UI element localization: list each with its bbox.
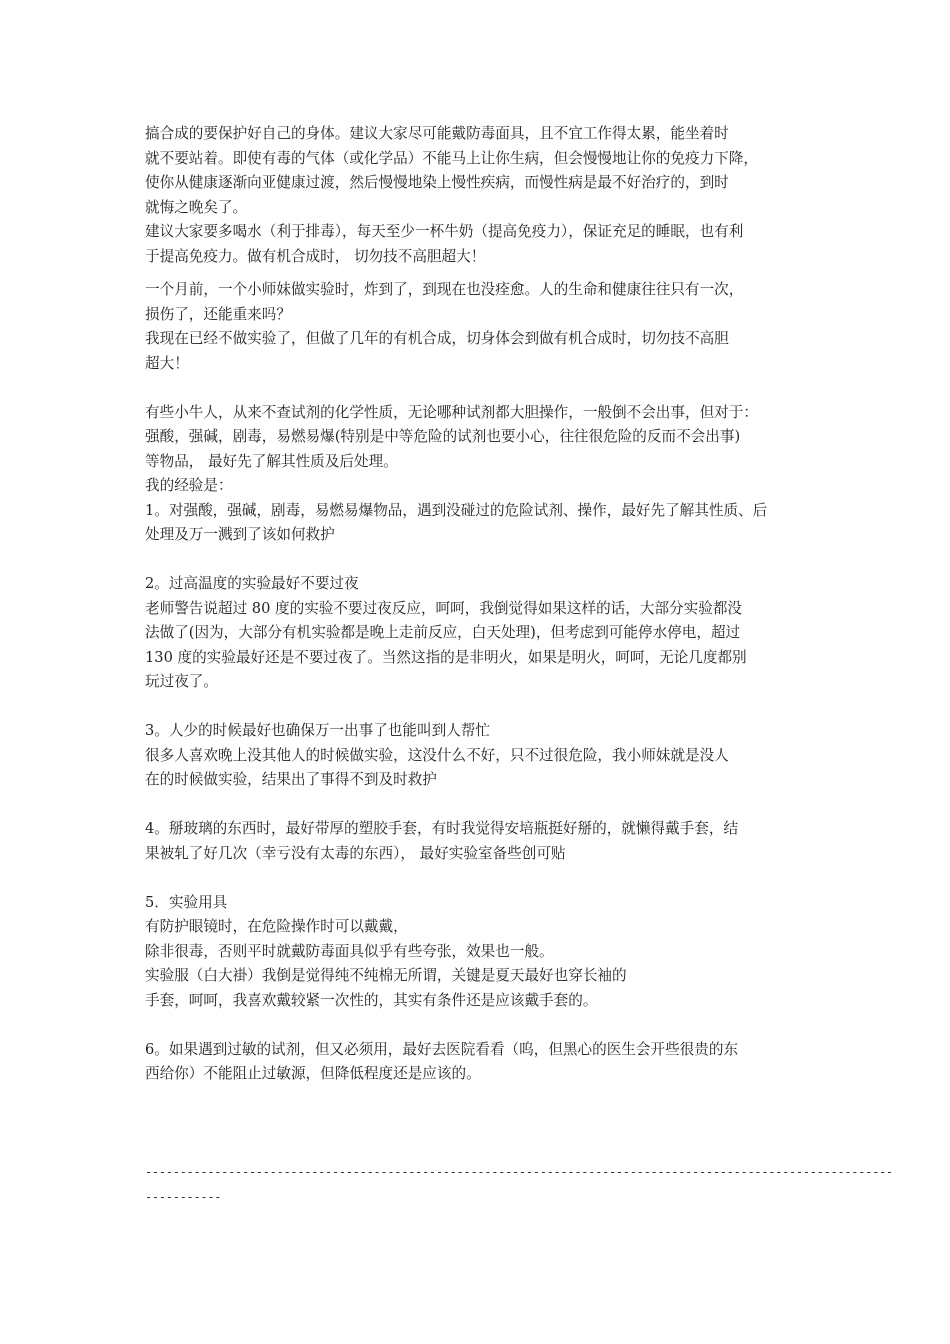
- text-line: 除非很毒，否则平时就戴防毒面具似乎有些夸张，效果也一般。: [145, 942, 554, 960]
- dash-line: -----------: [145, 1189, 222, 1204]
- paragraph-tip-4: [145, 817, 815, 866]
- text-line: 实验服（白大褂）我倒是觉得纯不纯棉无所谓，关键是夏天最好也穿长袖的: [145, 967, 627, 984]
- paragraph-tip-2: [145, 572, 815, 695]
- text-line: 玩过夜了。: [145, 673, 218, 690]
- text-line: 处理及万一溅到了该如何救护: [145, 526, 335, 543]
- text-line: 5．实验用具: [145, 893, 228, 911]
- text-line: 有防护眼镜时，在危险操作时可以戴戴，: [145, 918, 408, 935]
- text-line: 2。过高温度的实验最好不要过夜: [145, 575, 359, 592]
- spacer: [145, 866, 815, 891]
- spacer: [145, 793, 815, 818]
- text-line: 等物品， 最好先了解其性质及后处理。: [145, 452, 398, 470]
- text-line: 损伤了，还能重来吗？: [145, 305, 291, 323]
- paragraph-accident: [145, 278, 815, 376]
- spacer: [145, 269, 815, 278]
- paragraph-tip-6: [145, 1038, 815, 1087]
- spacer: [145, 1087, 815, 1136]
- separator-line: [145, 1160, 893, 1209]
- spacer: [145, 1013, 815, 1038]
- paragraph-tip-5: [145, 891, 815, 1014]
- text-line: 搞合成的要保护好自己的身体。建议大家尽可能戴防毒面具，且不宜工作得太累，能坐着时: [145, 125, 729, 142]
- text-line: 建议大家要多喝水（利于排毒），每天至少一杯牛奶（提高免疫力），保证充足的睡眠，也有利: [145, 223, 744, 240]
- dash-line: ------------------------------------------------------------------------------------------------------------: [145, 1165, 893, 1179]
- text-line: 6。如果遇到过敏的试剂，但又必须用，最好去医院看看（呜，但黑心的医生会开些很贵的东: [145, 1040, 739, 1058]
- text-line: 超大！: [145, 354, 189, 372]
- text-line: 我的经验是：: [145, 477, 233, 494]
- text-line: 法做了(因为，大部分有机实验都是晚上走前反应，白天处理)，但考虑到可能停水停电，超过: [145, 624, 741, 641]
- spacer: [145, 695, 815, 720]
- paragraph-protect-health: [145, 122, 815, 269]
- text-line: 老师警告说超过 80 度的实验不要过夜反应，呵呵，我倒觉得如果这样的话，大部分实验都没: [145, 599, 743, 617]
- text-line: 使你从健康逐渐向亚健康过渡，然后慢慢地染上慢性疾病，而慢性病是最不好治疗的，到时: [145, 174, 729, 191]
- text-line: 手套，呵呵，我喜欢戴较紧一次性的，其实有条件还是应该戴手套的。: [145, 991, 598, 1009]
- text-line: 很多人喜欢晚上没其他人的时候做实验，这没什么不好，只不过很危险，我小师妹就是没人: [145, 746, 729, 764]
- text-line: 一个月前，一个小师妹做实验时，炸到了，到现在也没痊愈。人的生命和健康往往只有一次，: [145, 281, 744, 298]
- text-line: 3。人少的时候最好也确保万一出事了也能叫到人帮忙: [145, 722, 490, 739]
- text-line: 4。掰玻璃的东西时，最好带厚的塑胶手套，有时我觉得安培瓶挺好掰的，就懒得戴手套，结: [145, 820, 739, 837]
- text-line: 在的时候做实验，结果出了事得不到及时救护: [145, 771, 437, 788]
- paragraph-tip-3: [145, 719, 815, 793]
- text-line: 就不要站着。即使有毒的气体（或化学品）不能马上让你生病，但会慢慢地让你的免疫力下降，: [145, 149, 758, 167]
- text-line: 于提高免疫力。做有机合成时， 切勿技不高胆超大！: [145, 247, 486, 265]
- text-line: 果被轧了好几次（幸亏没有太毒的东西）， 最好实验室备些创可贴: [145, 844, 566, 862]
- text-line: 有些小牛人，从来不查试剂的化学性质，无论哪种试剂都大胆操作，一般倒不会出事，但对于：: [145, 403, 758, 421]
- spacer: [145, 376, 815, 401]
- document-page: [145, 122, 893, 1209]
- text-line: 西给你）不能阻止过敏源，但降低程度还是应该的。: [145, 1065, 481, 1082]
- paragraph-experience: [145, 401, 815, 548]
- spacer: [145, 548, 815, 573]
- text-line: 就悔之晚矣了。: [145, 198, 248, 216]
- text-line: 130 度的实验最好还是不要过夜了。当然这指的是非明火，如果是明火，呵呵，无论几度都别: [145, 648, 747, 666]
- text-line: 我现在已经不做实验了，但做了几年的有机合成，切身体会到做有机合成时，切勿技不高胆: [145, 330, 729, 347]
- spacer: [145, 1136, 815, 1161]
- text-line: 强酸，强碱，剧毒，易燃易爆(特别是中等危险的试剂也要小心，往往很危险的反而不会出事): [145, 428, 741, 445]
- text-line: 1。对强酸，强碱，剧毒，易燃易爆物品，遇到没碰过的危险试剂、操作，最好先了解其性质、后: [145, 501, 768, 519]
